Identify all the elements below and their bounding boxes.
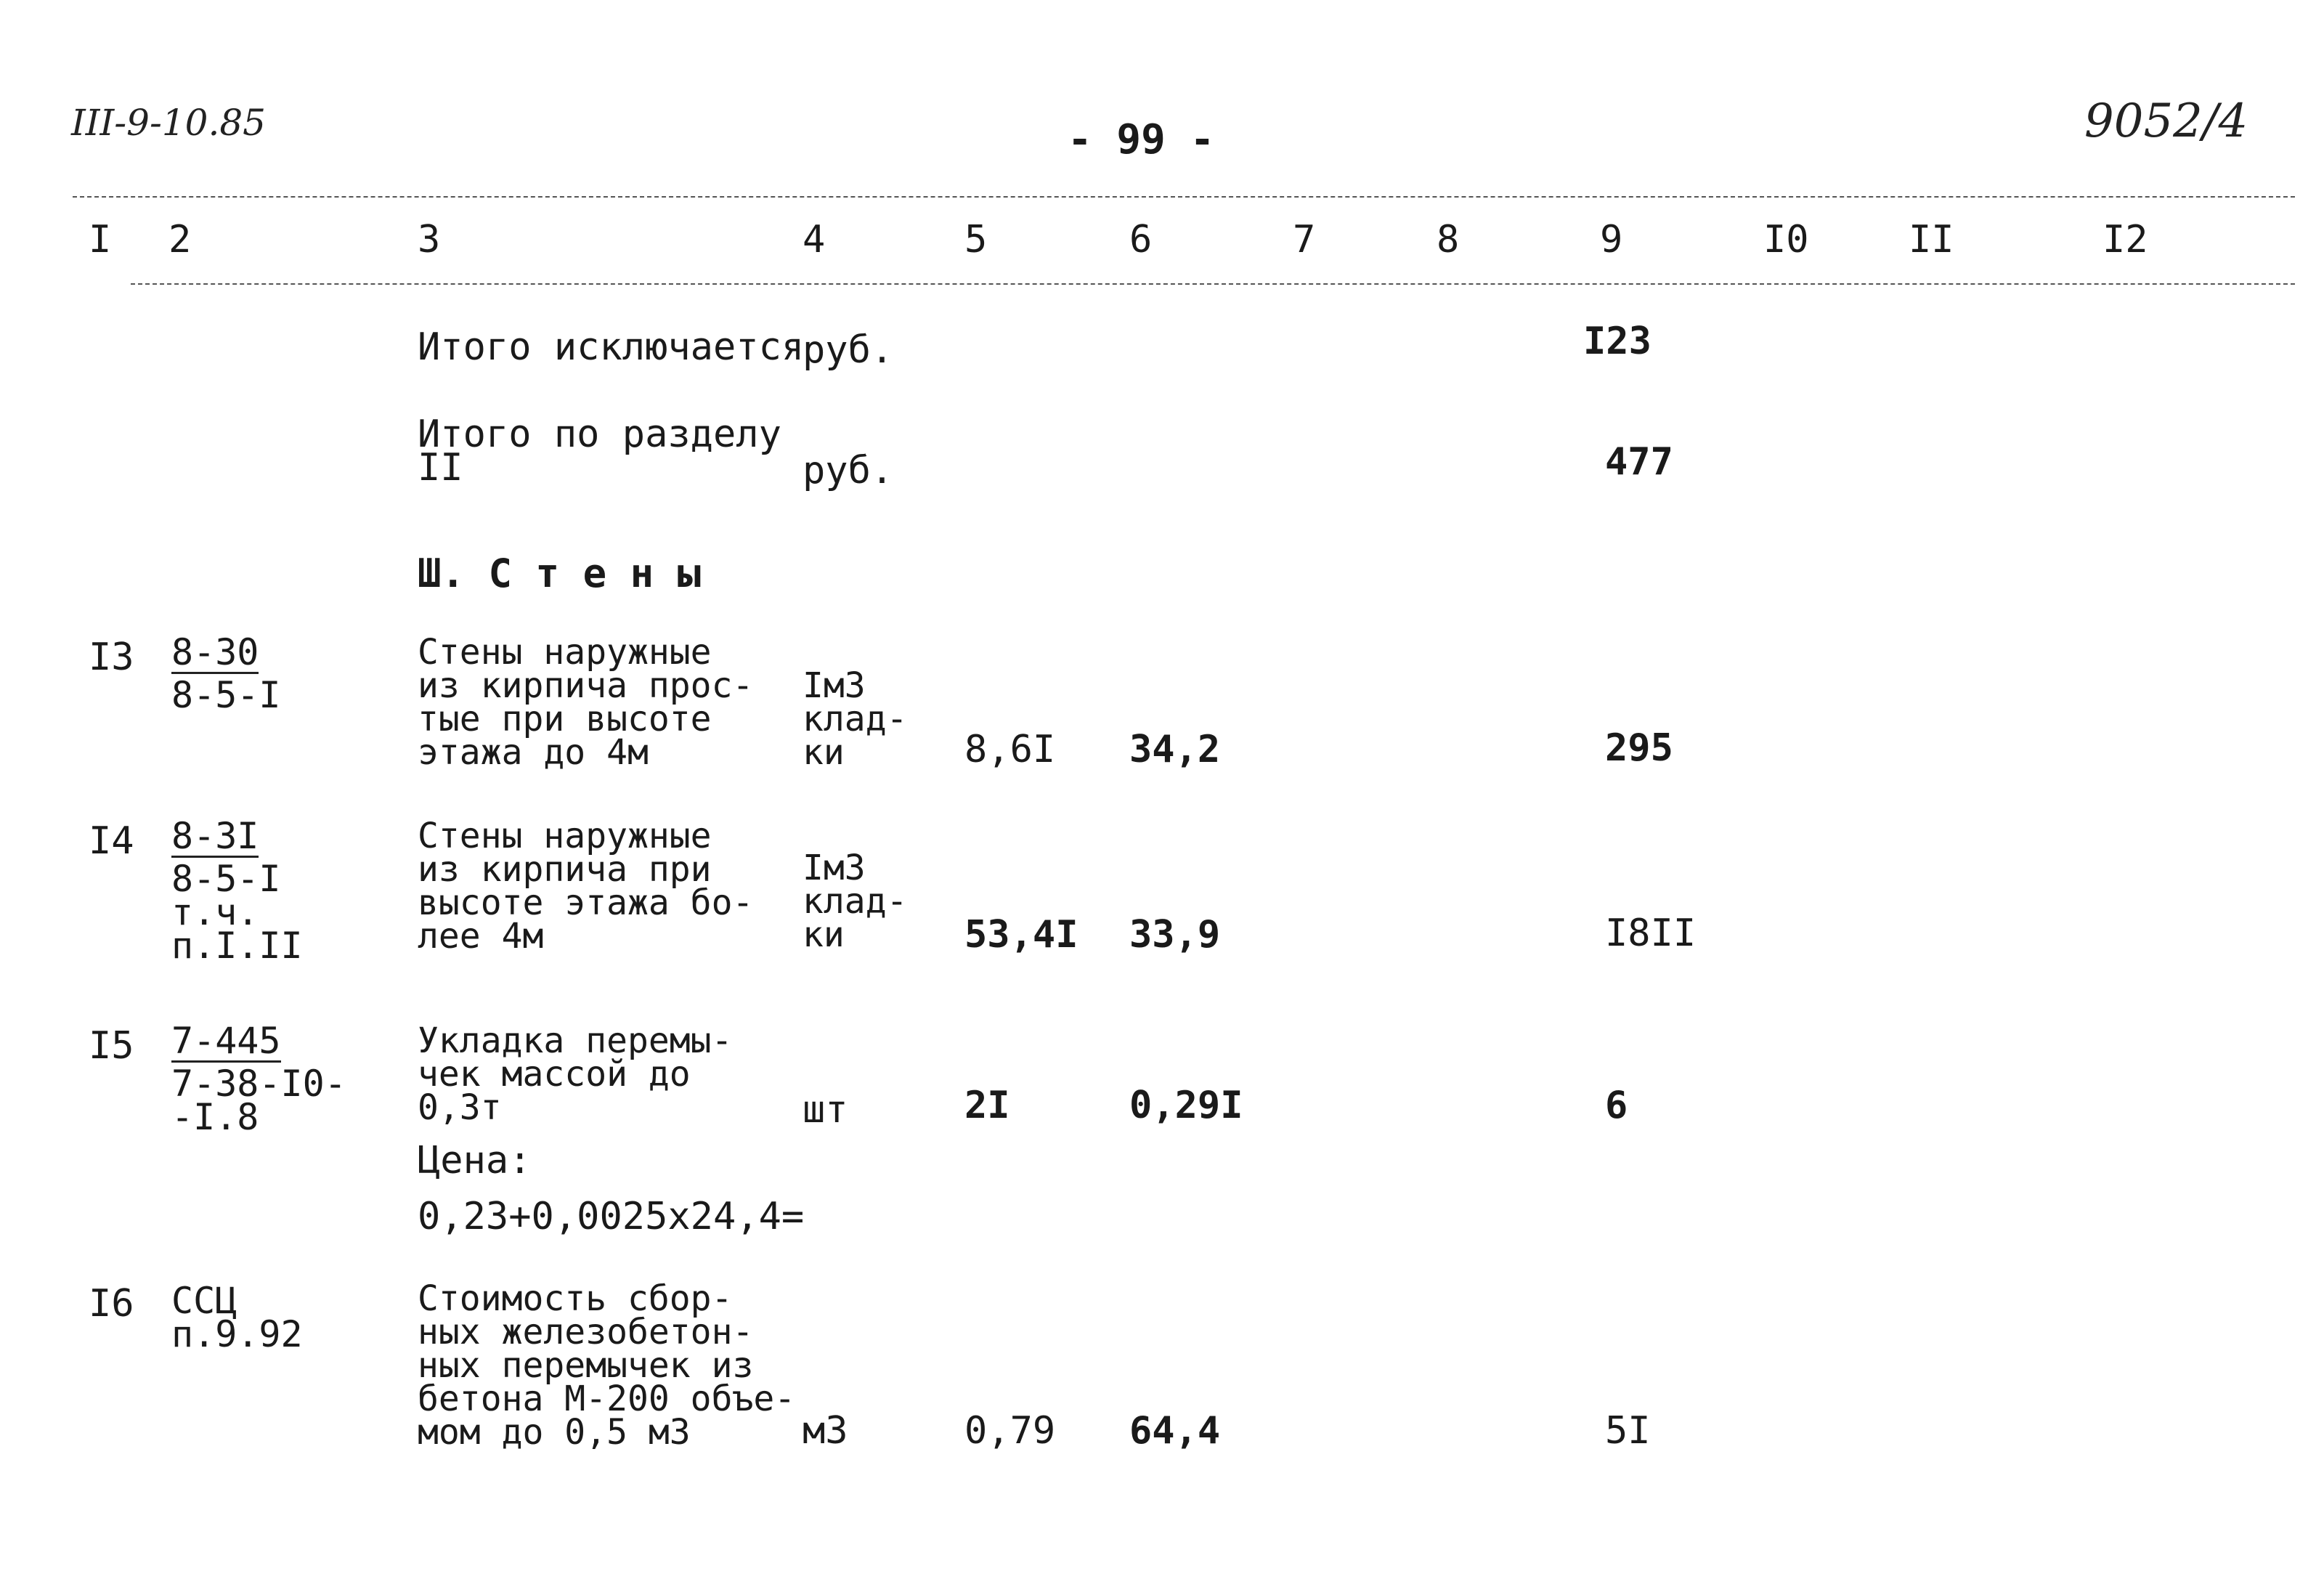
description-line: бетона М-200 объе- <box>418 1379 796 1419</box>
total-unit: руб. <box>803 328 894 372</box>
norm-code-bottom: 7-38-I0- <box>171 1063 346 1105</box>
total-value: 477 <box>1605 440 1673 484</box>
description-line: чек массой до <box>418 1054 691 1095</box>
unit-line: клад- <box>803 699 908 739</box>
unit-line: Iм3 <box>803 665 866 706</box>
total-value: I23 <box>1583 320 1651 363</box>
norm-code-bottom: 8-5-I <box>171 858 281 900</box>
column-header: 9 <box>1600 218 1623 261</box>
section-title: Ш. С т е н ы <box>418 551 702 596</box>
header-bottom-rule <box>131 283 2295 285</box>
top-rule <box>73 196 2295 198</box>
description-line: из кирпича при <box>418 849 712 890</box>
norm-code-line: ССЦ <box>171 1280 237 1322</box>
row-description <box>418 1278 796 1453</box>
description-line: этажа до 4м <box>418 732 649 773</box>
column-header: I <box>89 218 112 261</box>
unit-line: Iм3 <box>803 848 866 888</box>
page-number: - 99 - <box>1068 116 1215 163</box>
column-header: 3 <box>418 218 441 261</box>
row-unit <box>803 665 908 773</box>
col9-value: I8II <box>1605 912 1697 955</box>
column-header: 4 <box>803 218 826 261</box>
col6-value: 33,9 <box>1129 913 1221 957</box>
norm-code-top: 7-445 <box>171 1020 281 1062</box>
col5-value: 8,6I <box>964 728 1056 771</box>
col9-value: 295 <box>1605 726 1673 770</box>
column-header: 8 <box>1437 218 1460 261</box>
norm-code-line: п.9.92 <box>171 1313 303 1355</box>
total-unit: руб. <box>803 449 894 492</box>
description-line: мом до 0,5 м3 <box>418 1412 691 1453</box>
description-line: ных железобетон- <box>418 1312 754 1352</box>
column-header: 2 <box>168 218 192 261</box>
norm-code-bottom: т.ч. <box>171 891 259 933</box>
row-number: I6 <box>89 1282 134 1326</box>
col5-value: 0,79 <box>964 1409 1056 1453</box>
sheet-number: 9052/4 <box>2084 94 2248 148</box>
description-line: тые при высоте <box>418 699 712 739</box>
description-line: лее 4м <box>418 916 544 957</box>
column-header: II <box>1909 218 1954 261</box>
description-line: Стены наружные <box>418 816 712 856</box>
description-line: ных перемычек из <box>418 1345 754 1386</box>
col6-value: 0,29I <box>1129 1084 1243 1127</box>
norm-code-bottom: п.I.II <box>171 925 303 967</box>
col9-value: 5I <box>1605 1409 1651 1453</box>
col5-value: 2I <box>964 1084 1010 1127</box>
description-line: Стены наружные <box>418 632 712 673</box>
row-unit: м3 <box>803 1409 848 1453</box>
col9-value: 6 <box>1605 1084 1628 1127</box>
row-description <box>418 1020 733 1128</box>
norm-code-bottom: -I.8 <box>171 1096 259 1138</box>
row-description <box>418 816 754 957</box>
row-unit: шт <box>803 1088 848 1132</box>
total-label: Итого по разделу <box>418 413 781 456</box>
price-label: Цена: <box>418 1139 532 1182</box>
document-code: III-9-10.85 <box>71 102 266 144</box>
unit-line: клад- <box>803 881 908 922</box>
description-line: высоте этажа бо- <box>418 882 754 923</box>
norm-code <box>171 631 281 716</box>
total-label: II <box>418 446 463 490</box>
description-line: Стоимость сбор- <box>418 1278 733 1319</box>
col5-value: 53,4I <box>964 913 1078 957</box>
col6-value: 64,4 <box>1129 1409 1221 1453</box>
row-unit <box>803 848 908 955</box>
unit-line: ки <box>803 914 845 955</box>
norm-code-top: 8-3I <box>171 815 259 857</box>
column-header: 6 <box>1129 218 1153 261</box>
total-label: Итого исключается <box>418 325 805 369</box>
description-line: Укладка перемы- <box>418 1020 733 1061</box>
unit-line: ки <box>803 732 845 773</box>
norm-code <box>171 815 303 967</box>
norm-code-bottom: 8-5-I <box>171 674 281 716</box>
norm-code <box>171 1280 303 1355</box>
row-number: I4 <box>89 819 134 863</box>
price-formula: 0,23+0,0025x24,4= <box>418 1195 805 1238</box>
norm-code <box>171 1020 346 1138</box>
norm-code-top: 8-30 <box>171 631 259 673</box>
col6-value: 34,2 <box>1129 728 1221 771</box>
row-description <box>418 632 754 773</box>
row-number: I3 <box>89 636 134 679</box>
column-header: 7 <box>1293 218 1316 261</box>
column-header: I2 <box>2102 218 2148 261</box>
description-line: 0,3т <box>418 1087 502 1128</box>
description-line: из кирпича прос- <box>418 665 754 706</box>
column-header: 5 <box>964 218 988 261</box>
column-header: I0 <box>1763 218 1809 261</box>
row-number: I5 <box>89 1024 134 1068</box>
